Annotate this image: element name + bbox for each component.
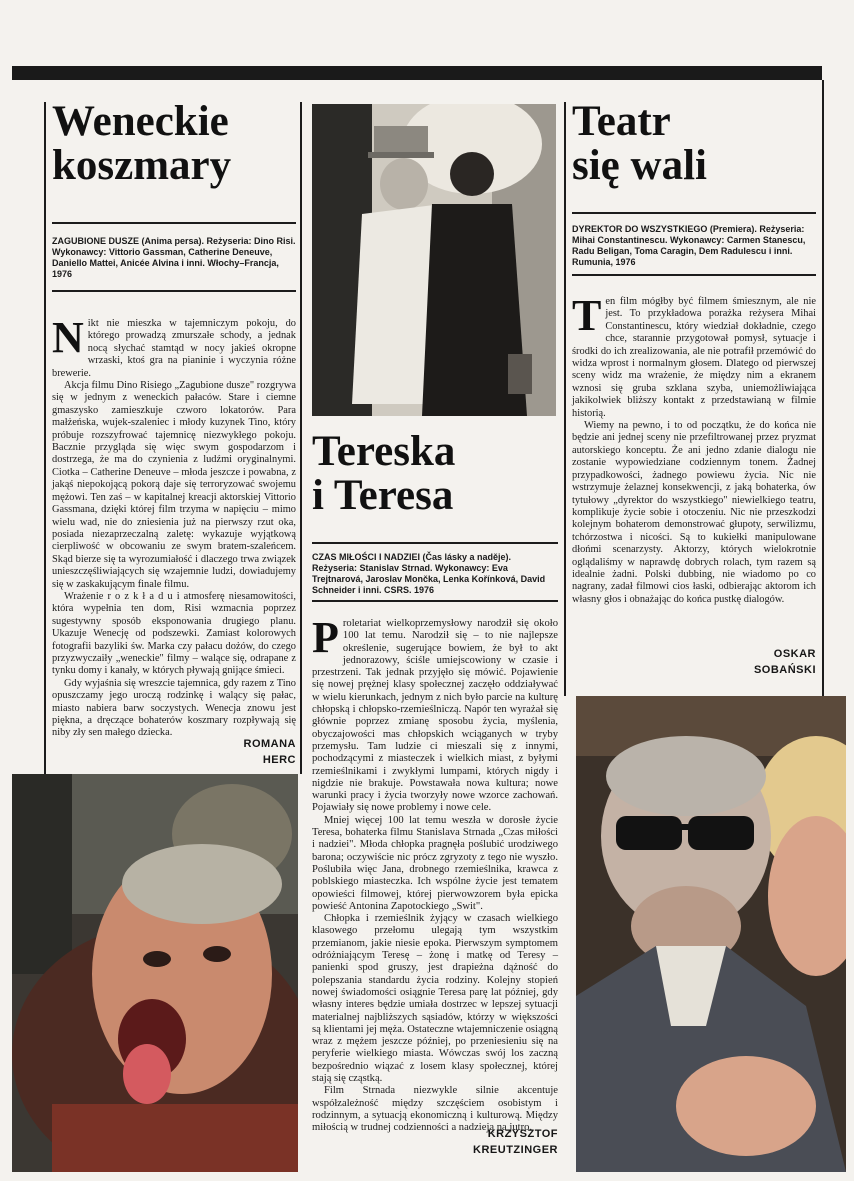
divider [572, 212, 816, 214]
divider [312, 600, 558, 602]
article1-title-line1: Weneckie [52, 98, 229, 145]
article2-title [312, 430, 562, 518]
article3-author: OSKAR SOBAŃSKI [753, 648, 816, 676]
article2-paragraph-4: Film Strnada niezwykle silnie akcentuje współzależność między szczęściem osobistym i rodzinnym, a sytuacją ekonomiczną i kulturową. Między miłością w trudnej codzienności a nadzieją na jutro. [312, 1085, 558, 1134]
article1-dropcap: N [52, 313, 84, 362]
article2-title-line1: Tereska [312, 428, 456, 475]
article2-paragraph-1: Proletariat wielkoprzemysłowy narodził się około 100 lat temu. Narodził się – to nie najlepsze określenie, sugerujące bowiem, że był to akt jednorazowy, ściśle umiejscowiony w czasie i przestrzeni. Tak jednak przyjęło się mówić. Pojawienie się nowej prężnej klasy społecznej zaczęło oddziaływać w wielu kierunkach, jednym z nich było parcie na kulturę chłopską i chłopsko-rzemieślniczą. Napór ten wyrażał się głównie poprzez zmianę sposobu życia, myślenia, obyczajowości mas chłopskich wciąganych w tryby przemysłu. Tam ludzie ci mieszali się z innymi, pochodzącymi z miasteczek i wielkich miast, z byłymi rzemieślnikami i zwykłymi lumpami, których nigdy i nigdzie nie brakuje. Powstawała nowa kultura; nowe warunki pracy i życia tworzyły nowe wzorce zachowań. Pojawiały się nowe problemy i nowe cele. [312, 613, 558, 814]
article3-title-line1: Teatr [572, 98, 671, 145]
divider [52, 222, 296, 224]
article3-paragraph-1: Ten film mógłby być filmem śmiesznym, ale nie jest. To przykładowa porażka reżysera Mihai Constantinescu, który wiedział dokładnie, czego chce, starannie przygotował pomysł, sytuacje i środki do ich zrealizowania, ale nie potrafił przemówić do widza wprost i normalnym głosem. Dlatego od pierwszej sceny widz ma wrażenie, że między nim a ekranem wznosi się gruba szklana szyba, uniemożliwiająca jakikolwiek bliższy kontakt z przedstawianą w filmie historią. [572, 291, 816, 419]
article2-body [312, 613, 558, 1134]
article3-dropcap: T [572, 291, 602, 340]
article2-paragraph-2: Mniej więcej 100 lat temu weszła w dorosłe życie Teresa, bohaterka filmu Stanislava Strnada „Czas miłości i nadziei". Młoda chłopka pragnęła poślubić urodziwego barona; oczywiście nic prócz zgryzoty z tego nie wyszło. Poślubiła więc Jana, drobnego rzemieślnika, krawca z poblskiego miasteczka. Ich wspólne życie jest tematem opowieści filmowej, której pierwowzorem była epicka powieść Antonina Zapotockiego „Swit". [312, 814, 558, 912]
column-rule [300, 102, 302, 774]
article1-title [52, 100, 297, 188]
photo-screaming-man [12, 774, 298, 1172]
column-rule [822, 80, 824, 696]
article2-dropcap: P [312, 613, 339, 662]
top-black-bar [12, 66, 822, 80]
article3-credits: DYREKTOR DO WSZYSTKIEGO (Premiera). Reżyseria: Mihai Constantinescu. Wykonawcy: Carmen Stanescu, Radu Beligan, Toma Caragin, Dem Radulescu i inni. Rumunia, 1976 [572, 224, 806, 267]
column-rule [564, 102, 566, 696]
article1-credits: ZAGUBIONE DUSZE (Anima persa). Reżyseria: Dino Risi. Wykonawcy: Vittorio Gassman, Catherine Deneuve, Daniello Mattei, Anicée Alvina i inni. Włochy–Francja, 1976 [52, 236, 296, 279]
column-rule [44, 102, 46, 774]
photo-couple-top-hat [312, 104, 556, 416]
article2-title-line2: i Teresa [312, 471, 454, 519]
divider [572, 274, 816, 276]
article2-author: KRZYSZTOF KREUTZINGER [473, 1128, 558, 1156]
article3-paragraph-2: Wiemy na pewno, i to od początku, że do końca nie będzie ani jednej sceny nie przefiltrowanej przez pryzmat autorskiego konceptu. Że ani jedno zdanie dialogu nie zostanie wypowiedziane codziennym tonem. Żadnej przypadkowości, żadnego powiewu życia. Nic nie wstrzymuje żelaznej konsekwencji, z jaką bohaterka, ów tytułowy „dyrektor do wszystkiego" niewielkiego teatru, komplikuje życie sobie i otoczeniu. Nic nie przeszkodzi kolejnym bohaterom demonstrować głupoty, serwilizmu, tchórzostwa i nicości. Są to kukiełki manipulowane dłońmi scenarzysty. Aktorzy, których wielokrotnie oglądaliśmy w naprawdę dobrych rolach, tym razem są idealnie żadni. Polski dubbing, nie wiadomo po co nagrany, zadał filmowi cios łaski, odbierając aktorom ich własny głos i obnażając do końca pustkę dialogów. [572, 420, 816, 605]
article1-title-line2: koszmary [52, 141, 232, 189]
article3-body [572, 291, 816, 606]
article2-credits: CZAS MIŁOŚCI I NADZIEI (Čas lásky a naděje). Reżyseria: Stanislav Strnad. Wykonawcy: Eva Trejtnarová, Jaroslav Mončka, Lenka Kořínková, David Schneider i inni. CSRS. 1976 [312, 552, 546, 595]
photo-man-sunglasses [576, 696, 846, 1172]
article3-title-line2: się wali [572, 141, 707, 189]
article1-paragraph-4: Gdy wyjaśnia się wreszcie tajemnica, gdy razem z Tino opuszczamy jego uroczą rodzinkę i walący się pałac, miasto nabiera barw soczystych. Wenecja znowu jest piękna, a dręczące bohaterów koszmary rozpływają się niby zły sen małego dziecka. [52, 677, 296, 739]
article1-paragraph-3: Wrażenie r o z k ł a d u i atmosferę niesamowitości, która wypełnia ten dom, Risi wzmacnia poprzez sugestywny sposób eksponowania drugiego planu. Ukazuje Wenecję od podszewki. Zamiast kolorowych fotografii bazyliki św. Marka czy pałacu dożów, do czego przyzwyczaiły „weneckie" filmy – walące się, odrapane z tynku domy i kanały, w których pływają gnijące śmieci. [52, 590, 296, 677]
article1-body [52, 313, 296, 740]
article1-author: ROMANA HERC [243, 738, 296, 766]
article2-paragraph-3: Chłopka i rzemieślnik żyjący w czasach wielkiego klasowego przełomu ulegają tym wszystkim przemianom, jakie niesie epoka. Pierwszym symptomem odróżniającym Teresę – żonę i matkę od Teresy – panienki spod gruszy, jest drapieżna dążność do polepszania standardu życia rodziny. Kolejny stopień nowej świadomości osiągnie Teresa parę lat później, gdy własny interes będzie umiała dostrzec w lepszej sytuacji materialnej najbliższych sąsiadów, którzy w większości są klientami jej męża. Ostateczne wtajemniczenie osiągną wraz z mężem jeszcze później, po przeniesieniu się na peryferie wielkiego miasta. Wówczas swój los zaczną bezpośrednio wiązać z losem klasy społecznej, której stają się cząstką. [312, 913, 558, 1084]
article3-title [572, 100, 817, 188]
article1-paragraph-2: Akcja filmu Dino Risiego „Zagubione dusze" rozgrywa się w jednym z weneckich pałaców. Stare i ciemne gmaszysko zamieszkuje czworo lokatorów. Para małżeńska, wujek-szaleniec i młody kuzynek Tino, który próbuje rozszyfrować tajemnicę niezwykłego pokoju. Bacznie przygląda się więc swym gospodarzom i dostrzega, że ma do czynienia z ludźmi oryginalnymi. Ciotka – Catherine Deneuve – młoda jeszcze i powabna, z jakąś niepokojącą pokorą daje się terroryzować swojemu mężowi. Ten zaś – w kapitalnej kreacji aktorskiej Vittorio Gassmana, dzięki której film trzyma w napięciu – mimo wielu wad, nie do zniesienia już na pierwszy rzut oka, posiada niezaprzeczalną zaletę: wykazuje wyjątkową cierpliwość w obcowaniu ze swym bratem-szaleńcem. Skąd bierze się ta wyrozumiałość i dlaczego trwa związek unieszczęśliwiających się wzajemnie ludzi, dowiadujemy się w zaskakującym finale filmu. [52, 380, 296, 590]
divider [312, 542, 558, 544]
divider [52, 290, 296, 292]
article1-paragraph-1: Nikt nie mieszka w tajemniczym pokoju, do którego prowadzą zmurszałe schody, a jednak nocą słychać stamtąd w nocy jakieś okropne wrzaski, ktoś gra na pianinie i wyczynia różne brewerie. [52, 313, 296, 379]
